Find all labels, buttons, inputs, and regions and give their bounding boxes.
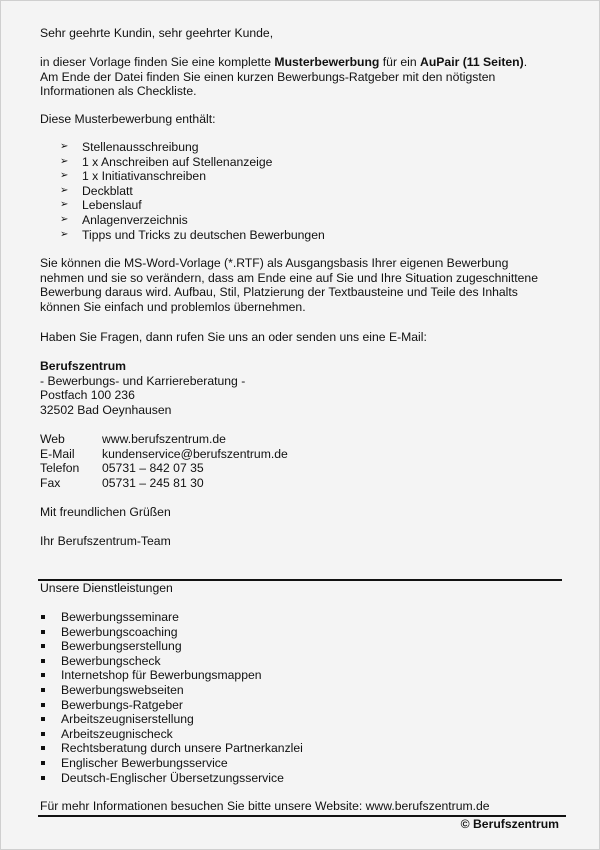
address-block xyxy=(40,359,245,417)
arrow-bullet-icon: ➢ xyxy=(60,199,69,211)
services-list xyxy=(40,610,303,785)
contact-label: Web xyxy=(40,432,65,446)
square-bullet-icon xyxy=(41,717,45,721)
contact-label: Telefon xyxy=(40,461,80,476)
list-item xyxy=(60,228,325,243)
address-street: Postfach 100 236 xyxy=(40,388,135,403)
contact-row-web xyxy=(40,432,288,447)
list-item xyxy=(40,756,303,771)
square-bullet-icon xyxy=(41,673,45,677)
contact-phone-value: 05731 – 842 07 35 xyxy=(102,461,204,476)
list-item-label: Stellenausschreibung xyxy=(82,140,199,154)
list-item xyxy=(40,668,303,683)
list-item xyxy=(40,771,303,786)
list-item xyxy=(40,654,303,669)
company-tagline: - Bewerbungs- und Karriereberatung - xyxy=(40,373,246,388)
arrow-bullet-icon: ➢ xyxy=(60,228,69,240)
list-item xyxy=(40,698,303,713)
usage-line: Sie können die MS-Word-Vorlage (*.RTF) als Ausgangsbasis Ihrer eigenen Bewerbung xyxy=(40,256,509,270)
contact-row-phone xyxy=(40,461,288,476)
intro-text: in dieser Vorlage finden Sie eine komplette xyxy=(40,55,275,69)
arrow-bullet-icon: ➢ xyxy=(60,213,69,225)
list-item xyxy=(60,213,325,228)
contact-label: Fax xyxy=(40,475,61,490)
questions-line: Haben Sie Fragen, dann rufen Sie uns an oder senden uns eine E-Mail: xyxy=(40,330,427,344)
more-info-line: Für mehr Informationen besuchen Sie bitte unsere Website: www.berufszentrum.de xyxy=(40,799,490,813)
list-item-label: Anlagenverzeichnis xyxy=(82,212,188,227)
list-item-label: Rechtsberatung durch unsere Partnerkanzlei xyxy=(61,741,303,756)
list-item xyxy=(40,712,303,727)
intro-bold-type: AuPair (11 Seiten) xyxy=(420,55,524,69)
contents-heading: Diese Musterbewerbung enthält: xyxy=(40,112,216,126)
square-bullet-icon xyxy=(41,630,45,634)
intro-paragraph xyxy=(40,55,527,99)
arrow-bullet-icon: ➢ xyxy=(60,155,69,167)
list-item-label: Arbeitszeugniserstellung xyxy=(61,712,194,727)
company-name: Berufszentrum xyxy=(40,359,127,373)
arrow-bullet-icon: ➢ xyxy=(60,141,69,152)
list-item xyxy=(60,198,325,213)
list-item-label: Bewerbungscoaching xyxy=(61,624,178,639)
address-city: 32502 Bad Oeynhausen xyxy=(40,402,172,417)
list-item-label: Deutsch-Englischer Übersetzungsservice xyxy=(61,770,284,785)
closing: Mit freundlichen Grüßen xyxy=(40,505,171,519)
usage-line: Bewerbung daraus wird. Aufbau, Stil, Platzierung der Textbausteine und Teile des Inhalts xyxy=(40,285,518,300)
intro-text: . xyxy=(523,55,528,69)
square-bullet-icon xyxy=(41,688,45,692)
list-item xyxy=(60,169,325,184)
square-bullet-icon xyxy=(41,732,45,736)
contact-row-email xyxy=(40,447,288,462)
square-bullet-icon xyxy=(41,615,45,619)
usage-paragraph xyxy=(40,256,538,314)
usage-line: können Sie einfach und problemlos übernehmen. xyxy=(40,299,306,314)
copyright: © Berufszentrum xyxy=(460,817,559,831)
list-item xyxy=(40,741,303,756)
square-bullet-icon xyxy=(41,644,45,648)
salutation: Sehr geehrte Kundin, sehr geehrter Kunde, xyxy=(40,26,274,40)
list-item xyxy=(40,727,303,742)
list-item xyxy=(40,639,303,654)
list-item xyxy=(40,683,303,698)
list-item-label: Englischer Bewerbungsservice xyxy=(61,755,228,770)
square-bullet-icon xyxy=(41,776,45,780)
list-item-label: Bewerbungserstellung xyxy=(61,639,182,654)
list-item xyxy=(60,140,325,155)
square-bullet-icon xyxy=(41,746,45,750)
square-bullet-icon xyxy=(41,761,45,765)
contact-table xyxy=(40,432,288,490)
square-bullet-icon xyxy=(41,659,45,663)
contact-fax-value: 05731 – 245 81 30 xyxy=(102,475,204,490)
list-item-label: Bewerbungscheck xyxy=(61,653,161,668)
contact-email-link[interactable]: kundenservice@berufszentrum.de xyxy=(102,446,288,461)
list-item-label: Internetshop für Bewerbungsmappen xyxy=(61,668,262,683)
usage-line: nehmen und sie so verändern, dass am Ende eine auf Sie und Ihre Situation zugeschnittene xyxy=(40,270,538,285)
list-item-label: Arbeitszeugnischeck xyxy=(61,726,173,741)
list-item-label: Bewerbungswebseiten xyxy=(61,682,184,697)
intro-line-2: Am Ende der Datei finden Sie einen kurzen Bewerbungs-Ratgeber mit den nötigsten xyxy=(40,69,496,84)
signature: Ihr Berufszentrum-Team xyxy=(40,534,171,548)
list-item xyxy=(60,155,325,170)
intro-line-3: Informationen als Checkliste. xyxy=(40,84,197,99)
services-heading: Unsere Dienstleistungen xyxy=(40,581,173,595)
list-item-label: 1 x Initiativanschreiben xyxy=(82,169,206,184)
list-item xyxy=(40,610,303,625)
intro-bold-product: Musterbewerbung xyxy=(274,55,380,69)
contents-list xyxy=(60,140,325,242)
contact-label: E-Mail xyxy=(40,446,75,461)
list-item-label: 1 x Anschreiben auf Stellenanzeige xyxy=(82,154,273,169)
list-item xyxy=(40,625,303,640)
intro-line-1 xyxy=(40,55,527,70)
list-item xyxy=(60,184,325,199)
arrow-bullet-icon: ➢ xyxy=(60,170,69,182)
square-bullet-icon xyxy=(41,703,45,707)
list-item-label: Bewerbungsseminare xyxy=(61,610,179,624)
list-item-label: Deckblatt xyxy=(82,183,133,198)
list-item-label: Tipps und Tricks zu deutschen Bewerbungen xyxy=(82,227,325,242)
intro-text: für ein xyxy=(379,55,421,69)
list-item-label: Bewerbungs-Ratgeber xyxy=(61,697,183,712)
list-item-label: Lebenslauf xyxy=(82,198,142,213)
contact-row-fax xyxy=(40,476,288,491)
arrow-bullet-icon: ➢ xyxy=(60,184,69,196)
contact-web-link[interactable]: www.berufszentrum.de xyxy=(102,432,226,446)
